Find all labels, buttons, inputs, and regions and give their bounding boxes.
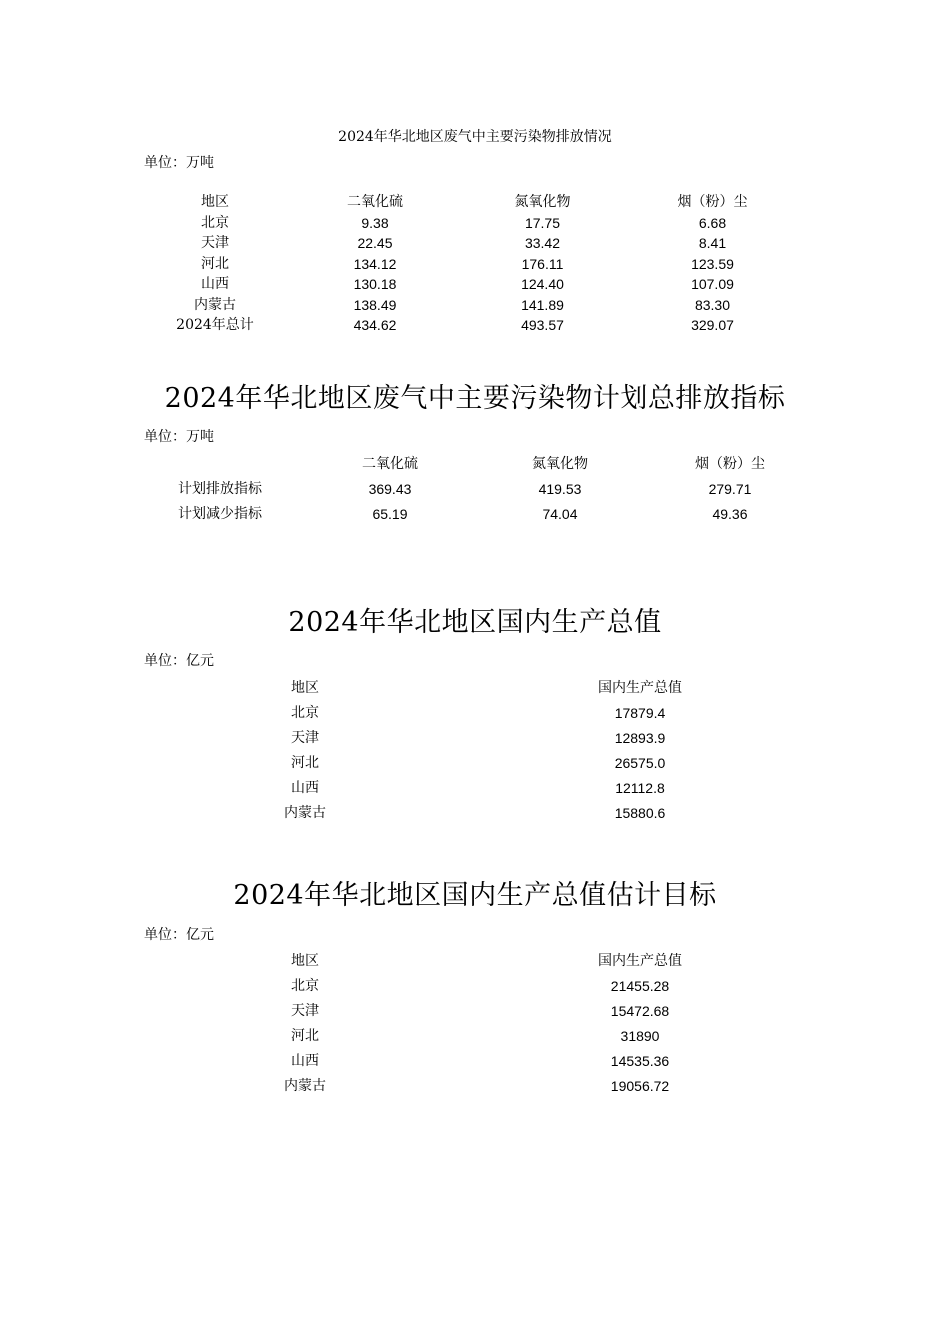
- table2-cell: 65.19: [372, 505, 408, 522]
- table-row: [270, 700, 740, 725]
- table4-cell: 内蒙古: [284, 1077, 326, 1094]
- table2-cell: 419.53: [538, 480, 582, 497]
- table1-cell: 22.45: [357, 235, 393, 251]
- table4-cell: 19056.72: [610, 1077, 670, 1094]
- table2-cell: 49.36: [712, 505, 748, 522]
- table4-header: 国内生产总值: [598, 952, 682, 969]
- table2-cell: 279.71: [708, 480, 752, 497]
- table1-cell: 107.09: [691, 276, 734, 292]
- table-row: [270, 998, 740, 1023]
- table3-cell: 内蒙古: [284, 804, 326, 821]
- table-row: [140, 501, 840, 526]
- table4-header: 地区: [291, 952, 319, 969]
- table-row: [270, 1023, 740, 1048]
- table2-cell: 计划排放指标: [178, 480, 262, 497]
- table1-cell: 493.57: [521, 317, 564, 333]
- table4-cell: 河北: [291, 1027, 319, 1044]
- table2: [140, 451, 840, 526]
- table-row: [140, 213, 840, 234]
- table3-cell: 17879.4: [614, 704, 666, 721]
- table1-cell: 8.41: [698, 235, 727, 251]
- table1-cell: 北京: [201, 214, 229, 231]
- table4-cell: 北京: [291, 977, 319, 994]
- table1-header: 地区: [201, 194, 229, 210]
- table3-title: 2024年华北地区国内生产总值: [288, 607, 662, 638]
- table1-cell: 138.49: [353, 296, 397, 313]
- table-row: [270, 750, 740, 775]
- table-row: [270, 800, 740, 825]
- table2-unit: 单位：万吨: [144, 429, 214, 445]
- table-row: [140, 315, 840, 336]
- table1-cell: 2024年总计: [176, 317, 254, 333]
- table4: [270, 948, 740, 1098]
- table1-unit: 单位：万吨: [144, 155, 214, 171]
- table1-cell: 天津: [201, 235, 229, 251]
- table1-cell: 434.62: [353, 317, 397, 333]
- table-row: [140, 233, 840, 254]
- table3-cell: 12893.9: [614, 729, 666, 746]
- table1-cell: 9.38: [361, 214, 389, 231]
- table3-header-row: [270, 675, 740, 700]
- table1-cell: 山西: [201, 276, 229, 292]
- table4-cell: 15472.68: [610, 1002, 670, 1019]
- table2-cell: 74.04: [542, 505, 578, 522]
- table2-cell: 369.43: [368, 480, 412, 497]
- table1-cell: 141.89: [521, 296, 564, 313]
- table4-cell: 山西: [291, 1052, 319, 1069]
- table3-cell: 河北: [291, 754, 319, 771]
- table1-cell: 123.59: [691, 255, 734, 272]
- table-row: [140, 476, 840, 501]
- table4-unit: 单位：亿元: [144, 927, 214, 943]
- table1-header-row: [140, 192, 840, 213]
- table3-header: 国内生产总值: [598, 679, 682, 696]
- table-row: [270, 1073, 740, 1098]
- table1-cell: 河北: [201, 255, 229, 272]
- table3-cell: 北京: [291, 704, 319, 721]
- table2-header: 二氧化硫: [362, 455, 418, 472]
- table3-cell: 天津: [291, 729, 319, 746]
- table3-cell: 山西: [291, 779, 319, 796]
- table1-header: 烟（粉）尘: [677, 194, 748, 210]
- table3-cell: 12112.8: [615, 779, 665, 796]
- table4-cell: 天津: [291, 1002, 319, 1019]
- table1-cell: 83.30: [694, 296, 731, 313]
- table3-header: 地区: [291, 679, 319, 696]
- table1-cell: 6.68: [698, 214, 727, 231]
- table1-cell: 130.18: [353, 276, 397, 292]
- table2-cell: 计划减少指标: [178, 505, 262, 522]
- table3-cell: 26575.0: [614, 754, 666, 771]
- table1-cell: 内蒙古: [194, 296, 236, 313]
- table-row: [140, 295, 840, 316]
- table-row: [270, 775, 740, 800]
- table1-cell: 134.12: [353, 255, 397, 272]
- table1-cell: 124.40: [521, 276, 564, 292]
- table-row: [140, 254, 840, 275]
- table1-cell: 17.75: [524, 214, 561, 231]
- table1-cell: 33.42: [524, 235, 561, 251]
- table3-cell: 15880.6: [614, 804, 666, 821]
- table-row: [270, 973, 740, 998]
- table1: [140, 192, 840, 336]
- table-row: [140, 274, 840, 295]
- table1-cell: 176.11: [521, 255, 564, 272]
- table4-cell: 21455.28: [610, 977, 670, 994]
- table4-cell: 14535.36: [610, 1052, 670, 1069]
- table1-cell: 329.07: [691, 317, 734, 333]
- table-row: [270, 1048, 740, 1073]
- table1-header: 氮氧化物: [514, 194, 571, 210]
- table2-title: 2024年华北地区废气中主要污染物计划总排放指标: [164, 383, 786, 414]
- table4-cell: 31890: [620, 1027, 660, 1044]
- table4-header-row: [270, 948, 740, 973]
- table2-header: 烟（粉）尘: [695, 455, 765, 472]
- table4-title: 2024年华北地区国内生产总值估计目标: [233, 880, 717, 911]
- table2-header-row: [140, 451, 840, 476]
- table1-title: 2024年华北地区废气中主要污染物排放情况: [338, 129, 612, 145]
- table3-unit: 单位：亿元: [144, 653, 214, 669]
- table-row: [270, 725, 740, 750]
- table2-header: 氮氧化物: [532, 455, 588, 472]
- table1-header: 二氧化硫: [347, 194, 403, 210]
- table3: [270, 675, 740, 825]
